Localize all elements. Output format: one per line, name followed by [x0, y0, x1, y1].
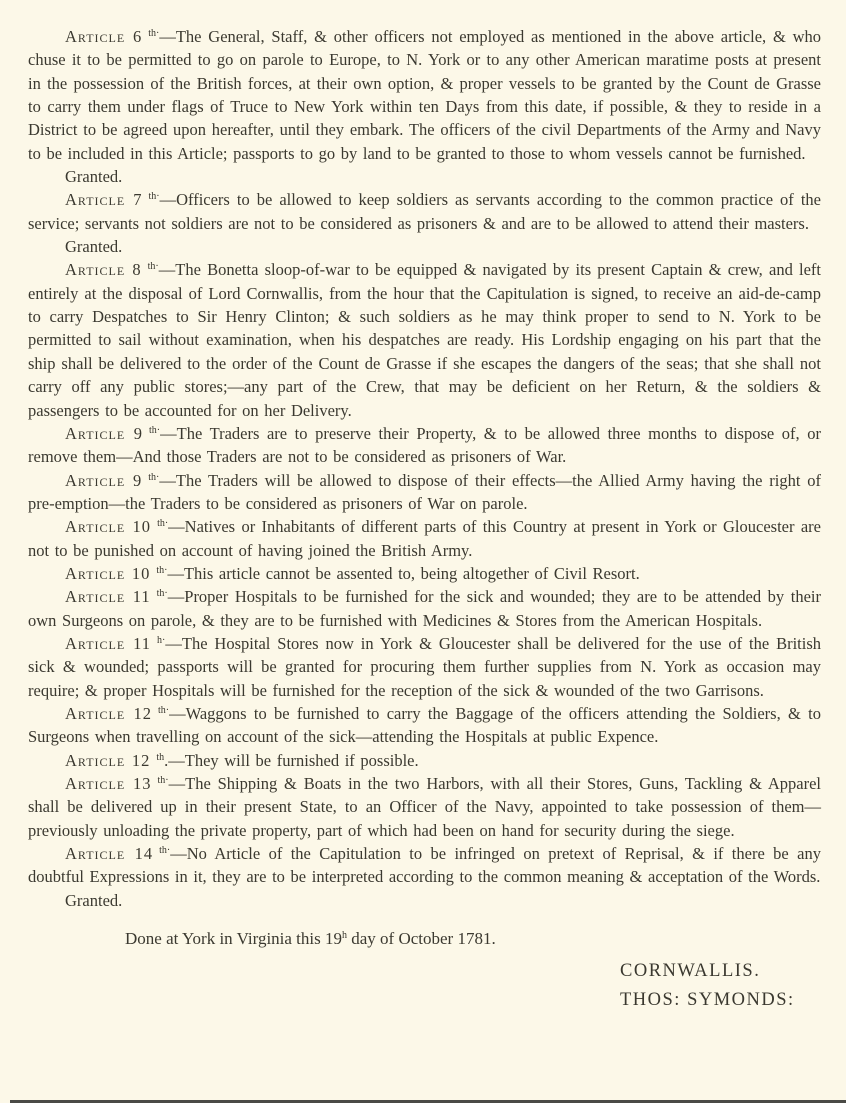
article-ordinal: th· — [148, 28, 160, 39]
article-ordinal: th· — [159, 845, 171, 857]
article-ordinal: th· — [148, 191, 160, 203]
granted-line: Granted. — [65, 167, 123, 187]
article-text: —The Traders will be allowed to dispose of their effects—the Allied Army having the right of pre-emption—the Traders to be considered as prisoners of War on parole. — [28, 470, 821, 513]
dateline-superscript: h — [342, 930, 347, 942]
article-ordinal: h· — [157, 634, 166, 646]
article-text: —The General, Staff, & other officers not employed as mentioned in the above article, & who chuse it to be permitted to go on parole to Europe, to N. York or to any other American maratime posts at present in the possession of the British forces, at their own option, & proper vessels to be granted by the Count de Grasse to carry them under flags of Truce to New York within ten Days from this date, if possible, & they to reside in a District to be agreed upon hereafter, until they embark. The officers of the civil Departments of the Army and Navy to be included in this Article; passports to go by land to be granted to those to whom vessels cannot be furnished. — [28, 27, 821, 163]
article-label: Article 8 — [65, 260, 142, 280]
article-paragraph — [28, 842, 821, 889]
article-ordinal: th· — [156, 588, 168, 600]
article-paragraph — [28, 188, 821, 235]
signature-block — [620, 957, 821, 1014]
article-ordinal: th· — [157, 775, 169, 786]
article-label: Article 13 — [65, 774, 152, 793]
article-label: Article 12 — [65, 750, 151, 770]
article-paragraph — [28, 422, 821, 469]
granted-line: Granted. — [65, 237, 123, 257]
article-ordinal: th· — [158, 704, 170, 716]
article-label: Article 9 — [65, 423, 144, 443]
signature-line: THOS: SYMONDS: — [620, 989, 795, 1010]
article-text: —Natives or Inhabitants of different parts of this Country at present in York or Gloucester are not to be punished on account of having joined the British Army. — [28, 517, 821, 560]
article-paragraph — [28, 772, 821, 842]
article-ordinal: th· — [148, 471, 160, 483]
article-text: —Waggons to be furnished to carry the Baggage of the officers attending the Soldiers, & to Surgeons when travelling on account of the sick—attending the Hospitals at public Expence. — [28, 703, 821, 747]
article-label: Article 11 — [65, 587, 151, 607]
article-paragraph — [28, 632, 821, 702]
article-text: —The Traders are to preserve their Property, & to be allowed three months to dispose of, or remove them—And those Traders are not to be considered as prisoners of War. — [28, 423, 821, 467]
article-label: Article 11 — [65, 633, 152, 653]
article-paragraph — [28, 25, 821, 165]
article-paragraph — [28, 469, 821, 516]
article-paragraph — [28, 749, 821, 772]
document-body — [28, 25, 821, 1014]
article-label: Article 10 — [65, 563, 151, 583]
article-label: Article 9 — [65, 470, 143, 490]
article-ordinal: th· — [156, 564, 168, 576]
article-ordinal: th· — [149, 424, 161, 436]
article-label: Article 12 — [65, 703, 152, 723]
article-paragraph — [28, 515, 821, 562]
article-paragraph — [28, 702, 821, 749]
article-label: Article 7 — [65, 190, 143, 210]
article-paragraph — [28, 585, 821, 632]
article-label: Article 14 — [65, 844, 154, 864]
article-text: —The Bonetta sloop-of-war to be equipped & navigated by its present Captain & crew, and left entirely at the disposal of Lord Cornwallis, from the hour that the Capitulation is signed, to receive an aid-de-camp to carry Despatches to Sir Henry Clinton; & such soldiers as he may think proper to send to N. York to be permitted to sail without examination, when his despatches are ready. His Lordship engaging on his part that the ship shall be delivered to the order of the Count de Grasse if she escapes the dangers of the seas; that she shall not carry off any public stores;—any part of the Crew, that may be deficient on her Return, & the soldiers & passengers to be accounted for on her Delivery. — [28, 260, 821, 420]
article-text: —This article cannot be assented to, being altogether of Civil Resort. — [167, 563, 640, 583]
article-ordinal: th· — [157, 518, 169, 530]
article-text: —Officers to be allowed to keep soldiers as servants according to the common practice of the service; servants not soldiers are not to be considered as prisoners & and are to be allowed to attend their masters. — [28, 190, 821, 233]
signature-line: CORNWALLIS. — [620, 961, 761, 982]
article-label: Article 6 — [65, 27, 143, 46]
granted-line: Granted. — [65, 890, 123, 910]
article-text: —The Shipping & Boats in the two Harbors, with all their Stores, Guns, Tackling & Apparel shall be delivered up in their present State, to an Officer of the Navy, appointed to take possession of them—previously unloading the private property, part of which had been on hand for security during the siege. — [28, 774, 821, 840]
article-ordinal: th — [156, 751, 165, 763]
article-text: —The Hospital Stores now in York & Gloucester shall be delivered for the use of the British sick & wounded; passports will be granted for procuring them further supplies from N. York as occasion may require; & proper Hospitals will be furnished for the reception of the sick & wounded of the two Garrisons. — [28, 633, 822, 700]
article-ordinal: th· — [147, 261, 159, 273]
article-paragraph — [28, 258, 821, 421]
dateline: Done at York in Virginia this 19$^h$ day of October 1781. — [125, 929, 496, 949]
article-text: —No Article of the Capitulation to be infringed on pretext of Reprisal, & if there be any doubtful Expressions in it, they are to be interpreted according to the common meaning & acceptation of the Words. — [28, 844, 821, 887]
article-label: Article 10 — [65, 517, 152, 537]
article-text: .—They will be furnished if possible. — [164, 750, 419, 770]
article-text: —Proper Hospitals to be furnished for the sick and wounded; they are to be attended by their own Surgeons on parole, & they are to be furnished with Medicines & Stores from the American Hospitals. — [28, 587, 821, 630]
article-paragraph — [28, 562, 821, 585]
